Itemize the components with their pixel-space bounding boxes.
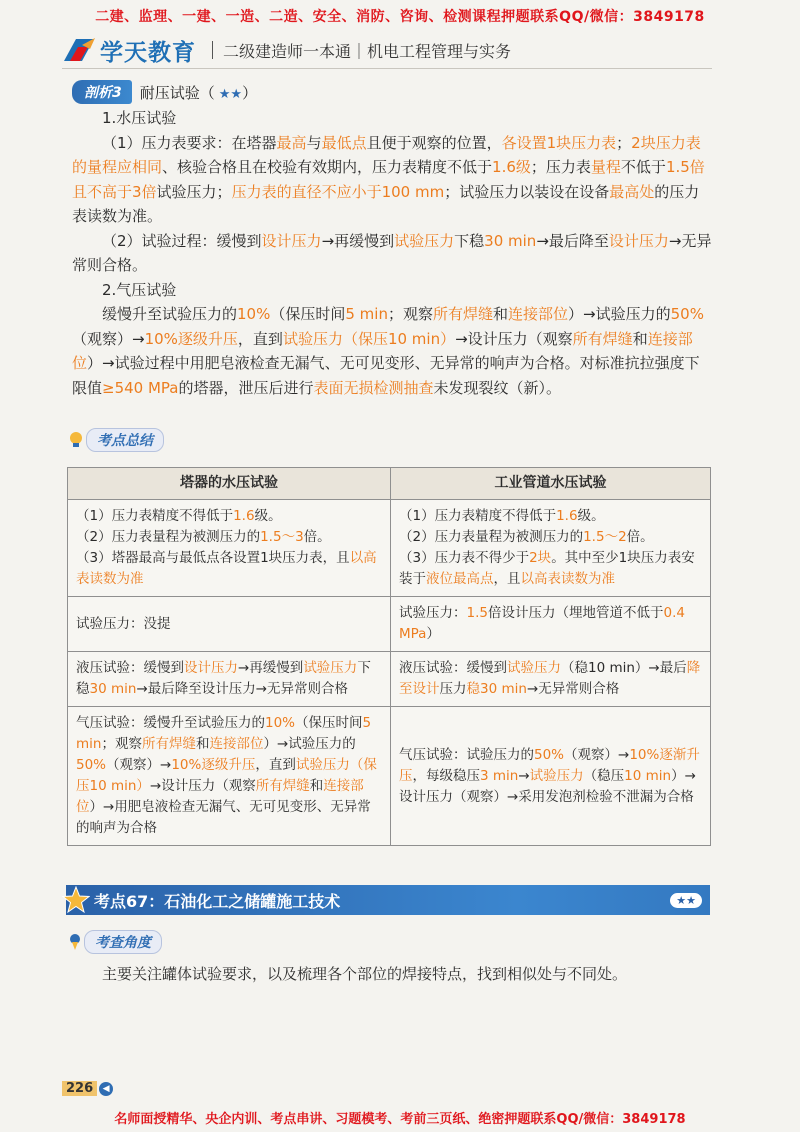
hydro-heading: 1.水压试验 — [102, 109, 177, 127]
summary-heading — [68, 428, 164, 452]
table-row — [68, 652, 711, 707]
lightbulb-icon — [68, 431, 84, 449]
hydro-para-1: （1）压力表要求：在塔器最高与最低点且便于观察的位置，各设置1块压力表；2块压力表的量程应相同、核验合格且在校验有效期内，压力表精度不低于1.6级；压力表量程不低于1.5倍且不高于3倍试验压力；压力表的直径不应小于100 mm；试验压力以装设在设备最高处的压力表读数为准。 — [72, 133, 705, 225]
table-header-row — [68, 468, 711, 500]
section-title: 考点67：石油化工之储罐施工技术 — [94, 891, 341, 911]
arrow-left-icon: ◀ — [99, 1082, 113, 1096]
logo-icon — [62, 37, 96, 63]
angle-heading — [68, 930, 162, 954]
table-row — [68, 500, 711, 597]
star-rating-icon: ★★ — [218, 86, 243, 102]
table-header-pipe: 工业管道水压试验 — [391, 468, 711, 500]
table-cell: （1）压力表精度不得低于1.6级。 （2）压力表量程为被测压力的1.5～3倍。 （3）塔器最高与最低点各设置1块压力表，且以高表读数为准 — [68, 500, 391, 597]
table-cell: （1）压力表精度不得低于1.6级。 （2）压力表量程为被测压力的1.5～2倍。 （3）压力表不得少于2块。其中至少1块压力表安装于液位最高点，且以高表读数为准 — [391, 500, 711, 597]
star-icon — [62, 886, 90, 914]
table-cell: 液压试验：缓慢到设计压力→再缓慢到试验压力下稳30 min→最后降至设计压力→无异常则合格 — [68, 652, 391, 707]
analysis-title: 耐压试验（ ★★） — [139, 83, 258, 102]
angle-text: 主要关注罐体试验要求，以及梳理各个部位的焊接特点，找到相似处与不同处。 — [102, 965, 628, 983]
pneu-para: 缓慢升至试验压力的10%（保压时间5 min；观察所有焊缝和连接部位）→试验压力的50%（观察）→10%逐级升压，直到试验压力（保压10 min）→设计压力（观察所有焊缝和连接部位）→试验过程中用肥皂液检查无漏气、无可见变形、无异常的响声为合格。对标准抗拉强度下限值≥540 MPa的塔器，泄压后进行表面无损检测抽查未发现裂纹（新）。 — [72, 305, 704, 397]
analysis-heading — [72, 80, 257, 104]
analysis-tag: 剖析3 — [72, 80, 132, 104]
angle-label: 考查角度 — [84, 930, 162, 954]
section-bar — [66, 885, 710, 915]
table-row — [68, 707, 711, 846]
header-divider — [212, 41, 213, 59]
page-number-text: 226 — [62, 1081, 97, 1096]
comparison-table — [67, 467, 711, 846]
header-rule — [62, 68, 712, 69]
bottom-banner: 名师面授精华、央企内训、考点串讲、习题模考、考前三页纸、绝密押题联系QQ/微信：3849178 — [114, 1112, 686, 1127]
table-cell: 气压试验：试验压力的50%（观察）→10%逐渐升压，每级稳压3 min→试验压力（稳压10 min）→设计压力（观察）→采用发泡剂检验不泄漏为合格 — [391, 707, 711, 846]
star-rating-icon: ★★ — [670, 893, 702, 908]
table-header-tower: 塔器的水压试验 — [68, 468, 391, 500]
table-cell: 试验压力：没提 — [68, 597, 391, 652]
top-banner: 二建、监理、一建、一造、二造、安全、消防、咨询、检测课程押题联系QQ/微信：3849178 — [95, 9, 705, 25]
page-header — [62, 34, 511, 66]
summary-label: 考点总结 — [86, 428, 164, 452]
pneu-heading: 2.气压试验 — [102, 280, 177, 299]
table-cell: 试验压力：1.5倍设计压力（埋地管道不低于0.4 MPa） — [391, 597, 711, 652]
table-row — [68, 597, 711, 652]
hydro-para-2: （2）试验过程：缓慢到设计压力→再缓慢到试验压力下稳30 min→最后降至设计压力→无异常则合格。 — [72, 231, 712, 274]
page-number — [62, 1081, 113, 1096]
book-title: 二级建造师一本通｜机电工程管理与实务 — [223, 41, 512, 61]
pin-icon — [68, 933, 82, 951]
table-cell: 液压试验：缓慢到试验压力（稳10 min）→最后降至设计压力稳30 min→无异常则合格 — [391, 652, 711, 707]
logo-text: 学天教育 — [100, 39, 196, 66]
hydro-section — [72, 106, 712, 400]
table-cell: 气压试验：缓慢升至试验压力的10%（保压时间5 min；观察所有焊缝和连接部位）→试验压力的50%（观察）→10%逐级升压，直到试验压力（保压10 min）→设计压力（观察所有焊缝和连接部位）→用肥皂液检查无漏气、无可见变形、无异常的响声为合格 — [68, 707, 391, 846]
